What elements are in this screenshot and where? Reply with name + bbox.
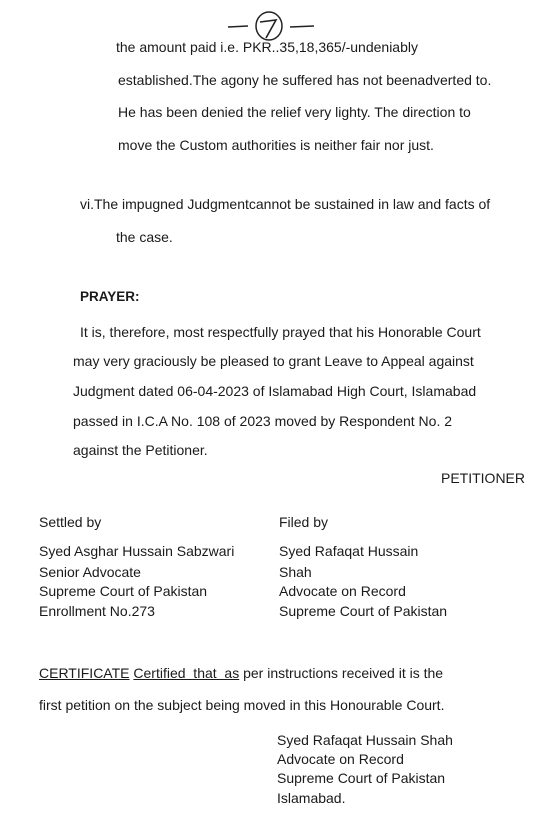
petitioner-label: PETITIONER xyxy=(441,470,526,486)
settled-by-label: Settled by xyxy=(39,514,102,530)
prayer-line: It is, therefore, most respectfully prayed that his Honorable Court xyxy=(80,324,481,340)
prayer-line: against the Petitioner. xyxy=(73,442,208,458)
signature-court: Supreme Court of Pakistan xyxy=(277,770,446,786)
filed-by-label: Filed by xyxy=(279,514,329,530)
settled-by-enrollment: Enrollment No.273 xyxy=(39,603,155,619)
filed-by-court: Supreme Court of Pakistan xyxy=(279,603,448,619)
settled-by-name: Syed Asghar Hussain Sabzwari xyxy=(39,543,235,559)
filed-by-name-continued: Shah xyxy=(279,564,312,580)
ground-vi-line: vi.The impugned Judgmentcannot be sustained in law and facts of xyxy=(80,196,491,212)
certificate-underlined-text: Certified that as xyxy=(133,665,240,681)
certificate-heading: CERTIFICATE xyxy=(39,665,130,681)
signature-designation: Advocate on Record xyxy=(277,751,404,767)
ground-text-line: move the Custom authorities is neither fair nor just. xyxy=(118,137,434,153)
certificate-line-1 xyxy=(39,665,443,681)
prayer-heading: PRAYER: xyxy=(80,289,140,304)
ground-text-line: He has been denied the relief very lighty. The direction to xyxy=(118,104,471,120)
ground-text-line: the amount paid i.e. PKR..35,18,365/-undeniably xyxy=(116,39,418,55)
certificate-line-2: first petition on the subject being moved in this Honourable Court. xyxy=(39,697,445,713)
settled-by-court: Supreme Court of Pakistan xyxy=(39,583,208,599)
filed-by-name: Syed Rafaqat Hussain xyxy=(279,543,419,559)
prayer-line: passed in I.C.A No. 108 of 2023 moved by Respondent No. 2 xyxy=(73,413,453,429)
ground-vi-line: the case. xyxy=(116,229,173,245)
settled-by-designation: Senior Advocate xyxy=(39,564,141,580)
certificate-text: per instructions received it is the xyxy=(243,665,444,681)
prayer-line: may very graciously be pleased to grant Leave to Appeal against xyxy=(73,353,474,369)
ground-text-line: established.The agony he suffered has not beenadverted to. xyxy=(118,72,492,88)
signature-city: Islamabad. xyxy=(277,790,346,806)
filed-by-designation: Advocate on Record xyxy=(279,583,406,599)
prayer-line: Judgment dated 06-04-2023 of Islamabad High Court, Islamabad xyxy=(73,383,477,399)
signature-name: Syed Rafaqat Hussain Shah xyxy=(277,732,453,748)
